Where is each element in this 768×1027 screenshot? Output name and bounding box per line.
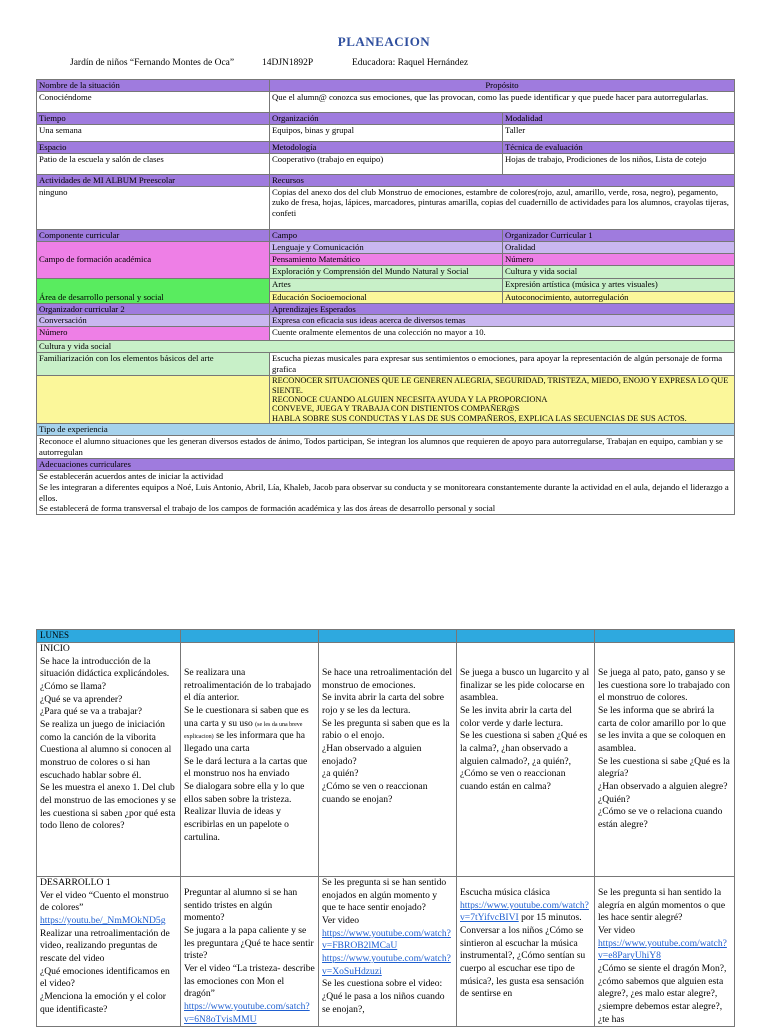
adecuaciones-value <box>37 470 735 515</box>
org1-label: Organizador Curricular 1 <box>503 229 735 241</box>
espacio-label: Espacio <box>37 141 270 153</box>
desarrollo-text: Se les pregunta si han sentido la alegría en algún momentos o que les hace sentir alegré? Ver video <box>598 887 726 936</box>
modalidad-value: Taller <box>503 124 735 141</box>
experiencia-value: Reconoce el alumno situaciones que les generan diversos estados de ánimo, Todos participan, Se integran los alumnos que requieren de apoyo para autorregularse, Trabajan en equipo, cambian y se autorregulan <box>37 436 735 459</box>
org2-cultura: Cultura y vida social <box>37 341 735 353</box>
org2-familiarizacion: Familiarización con los elementos básicos del arte <box>37 353 270 376</box>
inicio-col2 <box>181 643 319 877</box>
tecnica-label: Técnica de evaluación <box>503 141 735 153</box>
situacion-label: Nombre de la situación <box>37 80 270 92</box>
ae-conversacion: Expresa con eficacia sus ideas acerca de diversos temas <box>270 315 735 327</box>
desarrollo-label: DESARROLLO 1 <box>40 877 111 888</box>
day-header-empty <box>181 630 319 643</box>
adecuaciones-label: Adecuaciones curriculares <box>37 458 735 470</box>
org2-conversacion: Conversación <box>37 315 270 327</box>
aprendizajes-label: Aprendizajes Esperados <box>270 303 735 315</box>
ae-socioemocional <box>270 376 735 424</box>
org2-numero: Número <box>37 327 270 341</box>
ae-musica: Escucha piezas musicales para expresar sus sentimientos o emociones, para apoyar la representación de algún personaje de forma grafica <box>270 353 735 376</box>
org1-cultura: Cultura y vida social <box>503 265 735 278</box>
situacion-value: Conociéndome <box>37 91 270 112</box>
organizacion-value: Equipos, binas y grupal <box>270 124 503 141</box>
adecuacion-item: Se les integraran a diferentes equipos a Noé, Luis Antonio, Abril, Lía, Khaleb, Jacob para observar su conducta y se monitoreara constantemente durante la actividad en el aula, dejando el liderazgo a ellos. <box>39 481 729 503</box>
ae-socio-line: RECONOCER SITUACIONES QUE LE GENEREN ALEGRIA, SEGURIDAD, TRISTEZA, MIEDO, ENOJO Y EXPRESA LO QUE SIENTE. <box>272 376 729 395</box>
org2-socioemocional-empty <box>37 376 270 424</box>
inicio-note: (se les da una breve explicacion) <box>184 721 303 741</box>
proposito-value: Que el alumn@ conozca sus emociones, que las provocan, como las puede identificar y que puede hacer para autorregularlas. <box>270 91 735 112</box>
desarrollo-text: por 15 minutos. Conversar a los niños ¿Cómo se sintieron al escuchar la música instrumental?, ¿Cómo sentían su cuerpo al escuchar ese tipo de música?, les gusta esa sensación de sentirse en <box>460 912 586 1000</box>
day-header-empty <box>319 630 457 643</box>
desarrollo-text: Realizar una retroalimentación de video, realizando preguntas de rescate del video ¿Qué emociones identificamos en el video? ¿Menciona la emoción y el color que identificaste? <box>40 927 170 1015</box>
org2-label: Organizador curricular 2 <box>37 303 270 315</box>
org1-autoconocimiento: Autoconocimiento, autorregulación <box>503 291 735 303</box>
campo-lenguaje: Lenguaje y Comunicación <box>270 241 503 253</box>
desarrollo-col4 <box>457 877 595 1027</box>
ae-numero: Cuente oralmente elementos de una colección no mayor a 10. <box>270 327 735 341</box>
recursos-label: Recursos <box>270 174 735 186</box>
desarrollo-text: Ver el video “Cuento el monstruo de colores” <box>40 889 169 914</box>
experiencia-label: Tipo de experiencia <box>37 424 735 436</box>
campo-matematico: Pensamiento Matemático <box>270 253 503 265</box>
tecnica-value: Hojas de trabajo, Prodiciones de los niños, Lista de cotejo <box>503 153 735 174</box>
espacio-value: Patio de la escuela y salón de clases <box>37 153 270 174</box>
desarrollo-text: Se les pregunta si se han sentido enojados en algún momento y que te hace sentir enojado? Ver video <box>322 877 447 926</box>
campo-socioemocional: Educación Socioemocional <box>270 291 503 303</box>
organizacion-label: Organización <box>270 112 503 124</box>
inicio-lunes <box>37 643 181 877</box>
inicio-text: se les informara que ha llegado una carta Se le dará lectura a la cartas que el monstruo nos ha enviado Se dialogara sobre ella y lo que ellos saben sobre la tristeza. Realizar lluvia de ideas y escribirlas en un papelote o cartulina. <box>184 730 308 843</box>
desarrollo-col1 <box>37 877 181 1027</box>
metodologia-label: Metodología <box>270 141 503 153</box>
desarrollo-col3 <box>319 877 457 1027</box>
day-header-empty <box>595 630 735 643</box>
video-link[interactable]: https://www.youtube.com/watch?v=7tYifvcBIVI <box>460 899 589 924</box>
adecuacion-item: Se establecerán acuerdos antes de iniciar la actividad <box>39 470 224 481</box>
video-link[interactable]: https://www.youtube.com/satch?v=6N8oTvisMMU <box>184 1000 310 1025</box>
video-link[interactable]: https://www.youtube.com/watch?v=e8ParyUhiY8 <box>598 937 727 962</box>
school-code: 14DJN1892P <box>262 58 314 68</box>
weekly-activities-table <box>36 629 735 1027</box>
inicio-text: Se realizara una retroalimentación de lo trabajado el día anterior. Se le cuestionara si saben que es una carta y su uso <box>184 667 312 729</box>
campo-artes: Artes <box>270 278 503 291</box>
campo-formacion-cell: Campo de formación académica <box>37 241 270 278</box>
desarrollo-text: ¿Cómo se siente el dragón Mon?, ¿cómo sabemos que alguien esta alegre?, ¿es malo estar alegre?, ¿siempre debemos estar alegre?, ¿te has <box>598 962 727 1025</box>
metodologia-value: Cooperativo (trabajo en equipo) <box>270 153 503 174</box>
componente-label: Componente curricular <box>37 229 270 241</box>
modalidad-label: Modalidad <box>503 112 735 124</box>
tiempo-value: Una semana <box>37 124 270 141</box>
campo-exploracion: Exploración y Comprensión del Mundo Natural y Social <box>270 265 503 278</box>
actividades-value: ninguno <box>37 186 270 229</box>
day-header: LUNES <box>37 630 181 643</box>
area-desarrollo-cell: Área de desarrollo personal y social <box>37 278 270 303</box>
org1-oralidad: Oralidad <box>503 241 735 253</box>
recursos-value: Copias del anexo dos del club Monstruo de emociones, estambre de colores(rojo, azul, amarillo, verde, rosa, negro), pegamento, zuko de fresa, hojas, lápices, marcadores, pinturas amarilla, copias del cuadernillo de actividades para los alumnos, crayolas tijeras, confeti <box>270 186 735 229</box>
school-name: Jardín de niños “Fernando Montes de Oca” <box>70 58 235 68</box>
inicio-col4: Se juega a busco un lugarcito y al finalizar se les pide colocarse en asamblea. Se les invita abrir la carta del color verde y darle lectura. Se les cuestiona si saben ¿Qué es la calma?, ¿han observado a alguien calmado?, ¿a quién?, ¿Cómo se ven o reaccionan cuando están en calma? <box>457 643 595 877</box>
actividades-label: Actividades de MI ALBUM Preescolar <box>37 174 270 186</box>
day-header-empty <box>457 630 595 643</box>
inicio-col3: Se hace una retroalimentación del monstruo de emociones. Se invita abrir la carta del sobre rojo y se les da lectura. Se les pregunta si saben que es la rabio o el enojo. ¿Han observado a alguien enojado? ¿a quién? ¿Cómo se ven o reaccionan cuando se enojan? <box>319 643 457 877</box>
teacher-name: Educadora: Raquel Hernández <box>352 58 469 68</box>
desarrollo-text: Escucha música clásica <box>460 887 551 898</box>
video-link[interactable]: https://youtu.be/_NmMOkND5g <box>40 914 166 926</box>
page-title: PLANEACION <box>337 34 431 49</box>
video-link[interactable]: https://www.youtube.com/watch?v=XoSuHdzuzi <box>322 952 451 977</box>
inicio-text: Se hace la introducción de la situación didáctica explicándoles. ¿Cómo se llama? ¿Qué se va aprender? ¿Para qué se va a trabajar? Se realiza un juego de iniciación como la canción de la viborita Cuestiona al alumno si conocen al monstruo de colores o si han escuchado hablar sobre él. Se les muestra el anexo 1. Del club del monstruo de las emociones y se les cuestiona si saben ¿por qué esta todo lleno de colores? <box>40 655 176 832</box>
inicio-col5: Se juega al pato, pato, ganso y se les cuestiona sore lo trabajado con el monstruo de colores. Se les informa que se abrirá la carta de color amarillo por lo que se les invita a que se coloquen en asamblea. Se les cuestiona si sabe ¿Qué es la alegría? ¿Han observado a alguien alegre? ¿Quién? ¿Cómo se ve o relaciona cuando están alegre? <box>595 643 735 877</box>
ae-socio-line: HABLA SOBRE SUS CONDUCTAS Y LAS DE SUS COMPAÑEROS, EXPLICA LAS SECUENCIAS DE SUS ACTOS. <box>272 413 687 423</box>
desarrollo-col5 <box>595 877 735 1027</box>
proposito-label: Propósito <box>270 80 735 92</box>
planning-table <box>36 79 735 515</box>
campo-label: Campo <box>270 229 503 241</box>
desarrollo-col2 <box>181 877 319 1027</box>
desarrollo-text: Se les cuestiona sobre el video: ¿Qué le pasa a los niños cuando se enojan?, <box>322 978 445 1015</box>
desarrollo-text: Preguntar al alumno si se han sentido tristes en algún momento? Se jugara a la papa caliente y se les preguntara ¿Qué te hace sentir triste? Ver el video “La tristeza- describe las emociones con Mon el dragón” <box>184 887 315 1000</box>
inicio-label: INICIO <box>40 643 70 654</box>
org1-expresion: Expresión artística (música y artes visuales) <box>503 278 735 291</box>
ae-socio-line: CONVEVE, JUEGA Y TRABAJA CON DISTIENTOS COMPAÑER@S <box>272 404 520 414</box>
video-link[interactable]: https://www.youtube.com/watch?v=FBROB2lMCaU <box>322 927 451 952</box>
org1-numero: Número <box>503 253 735 265</box>
ae-socio-line: RECONOCE CUANDO ALGUIEN NECESITA AYUDA Y LA PROPORCIONA <box>272 394 548 404</box>
tiempo-label: Tiempo <box>37 112 270 124</box>
adecuacion-item: Se establecerá de forma transversal el trabajo de los campos de formación académica y las dos áreas de desarrollo personal y social <box>39 503 496 514</box>
